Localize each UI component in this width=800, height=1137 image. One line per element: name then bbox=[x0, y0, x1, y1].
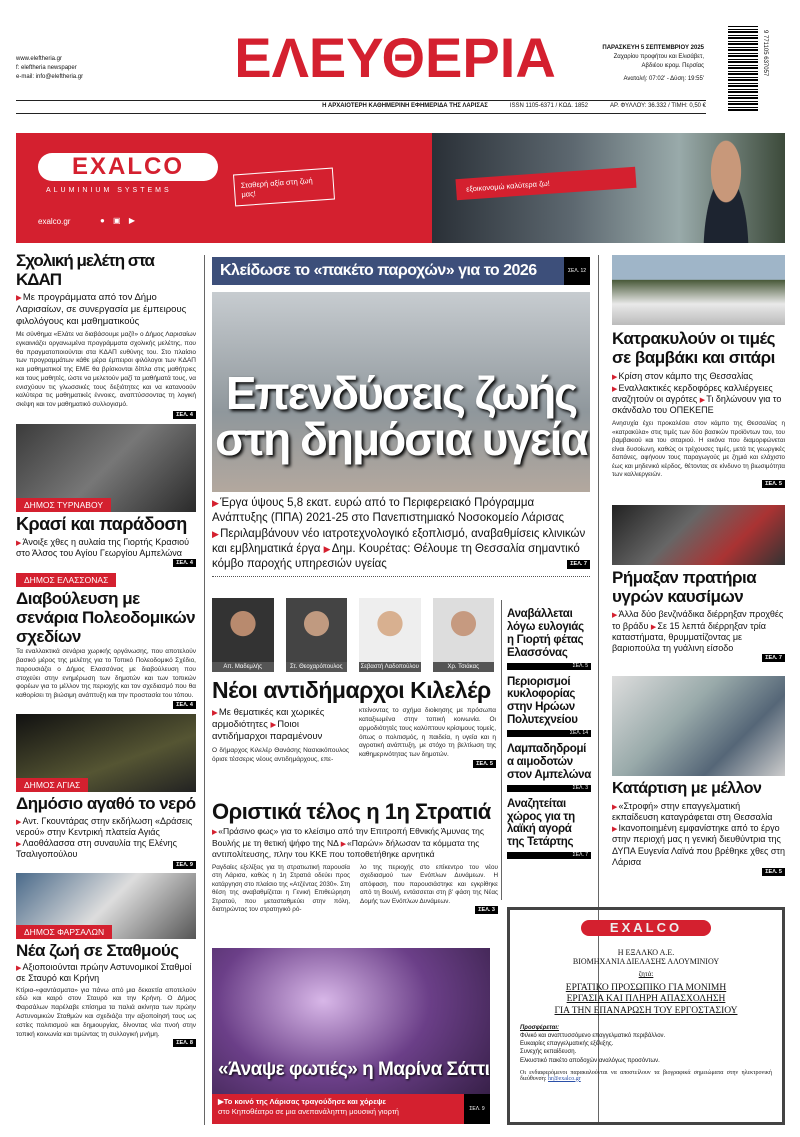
social-icons: ● ▣ ▶ bbox=[100, 216, 138, 225]
page-ref: ΣΕΛ. 5 bbox=[762, 868, 785, 876]
ad-tagline: ALUMINIUM SYSTEMS bbox=[46, 187, 172, 194]
article-prices[interactable] bbox=[612, 330, 785, 488]
portrait-caption: Απ. Μαδεμλής bbox=[212, 662, 274, 672]
article-kdap[interactable] bbox=[16, 252, 196, 419]
portrait bbox=[359, 598, 421, 662]
divider bbox=[16, 100, 706, 101]
article-fuel[interactable] bbox=[612, 569, 785, 662]
article-body: Με σύνθημα «Ελάτε να διαβάσουμε μαζί!» ο Δήμος Λαρισαίων εγκαινιάζει οργανωμένα προγράμματα σχολικής μελέτης, που θα πραγματοποιούνται στα ΚΔΑΠ ευθύνης του. Στο πλαίσιο των προγραμμάτων κάθε μέρα έμπειροι φιλόλογοι των ΚΔΑΠ και μαθηματικοί της ΕΜΕ θα βρίσκονται δίπλα στις μαθήτριες και τους μαθητές, ώστε να μελετούν μαζί τα μαθήματά τους, να ενισχύουν τις γλωσσικές τους δεξιότητες και να κατανοούν καλύτερα τις μαθηματικές έννοιες, αναπτύσσοντας τη λογική σκέψη και τον μαθηματικό συλλογισμό. bbox=[16, 331, 196, 409]
divider bbox=[16, 113, 706, 114]
headline[interactable]: Ρήμαξαν πρατήρια υγρών καυσίμων bbox=[612, 568, 757, 606]
page-ref: ΣΕΛ. 7 bbox=[507, 852, 591, 859]
exalco-job-ad[interactable] bbox=[507, 907, 785, 1125]
email-link[interactable]: hr@exalco.gr bbox=[548, 1075, 581, 1082]
subheadline: ▶ Σε 15 λεπτά διέρρηξαν τρία καταστήματα, θρυμματίζοντας με βαριοπούλα τη γυάλινη είσοδο bbox=[612, 621, 766, 654]
brief-headline[interactable]: Περιορισμοί κυκλοφορίας στην Ηρώων Πολυτεχνείου bbox=[507, 675, 578, 727]
page-ref: ΣΕΛ. 4 bbox=[173, 559, 196, 567]
article-stratia[interactable] bbox=[212, 800, 498, 915]
lead-photo[interactable] bbox=[212, 292, 590, 492]
lead-bullets bbox=[212, 496, 590, 577]
company-industry: ΒΙΟΜΗΧΑΝΙΑ ΔΙΕΛΑΣΗΣ ΑΛΟΥΜΙΝΙΟΥ bbox=[572, 957, 720, 966]
section-tag: ΔΗΜΟΣ ΑΓΙΑΣ bbox=[16, 778, 88, 792]
email-link[interactable]: e-mail: info@eleftheria.gr bbox=[16, 74, 84, 80]
lead-headline-line: Επενδύσεις ζωής bbox=[225, 367, 577, 419]
section-tag: ΔΗΜΟΣ ΤΥΡΝΑΒΟΥ bbox=[16, 498, 111, 512]
headline[interactable]: «Άναψε φωτιές» η Μαρίνα Σάττι bbox=[218, 1059, 490, 1080]
slogan-bar bbox=[16, 103, 706, 109]
lead-bullet: ▶ Έργα ύψους 5,8 εκατ. ευρώ από το Περιφερειακό Πρόγραμμα Ανάπτυξης (ΠΠΑ) 2021-25 στο Πανεπιστημιακό Νοσοκομείο Λάρισας bbox=[212, 497, 564, 524]
subheadline: ▶ Άνοιξε χθες η αυλαία της Γιορτής Κρασιού στο Άλσος του Αγίου Γεωργίου Αμπελώνα bbox=[16, 537, 196, 560]
portrait bbox=[212, 598, 274, 662]
article-elassona[interactable] bbox=[16, 570, 196, 709]
article-body: λο της περιοχής στο επίκεντρο του νέου σχεδιασμού των Ενόπλων Δυνάμεων. Η απόφαση, που παρουσιάστηκε και εγκρίθηκε από τη Βουλή, εντάσσεται στη β' φάση της Νέας Δομής των Ενόπλων Δυνάμεων. bbox=[360, 863, 498, 905]
benefits-banner[interactable] bbox=[212, 257, 590, 285]
page-ref: ΣΕΛ. 9 bbox=[173, 861, 196, 869]
brief-item[interactable] bbox=[507, 676, 591, 738]
lead-headline[interactable] bbox=[212, 367, 590, 465]
facebook-link[interactable]: f: eleftheria newspaper bbox=[16, 65, 77, 71]
ad-slogan: εξοικονομώ καλύτερα ζω! bbox=[455, 167, 636, 201]
headline[interactable]: Κρασί και παράδοση bbox=[16, 513, 187, 534]
subheadline: ▶ Αντ. Γκουντάρας στην εκδήλωση «Δράσεις νερού» στην Κεντρική πλατεία Αγιάς bbox=[16, 816, 192, 837]
article-body: Ο δήμαρχος Κιλελέρ Θανάσης Νασιακόπουλος όρισε τέσσερις νέους αντιδημάρχους, επε- bbox=[212, 746, 349, 763]
contact-text: Οι ενδιαφερόμενοι παρακαλούνται να αποστείλουν τα βιογραφικά σημειώματα στην ηλεκτρονική διεύθυνση: bbox=[520, 1069, 772, 1082]
article-body: Τα εναλλακτικά σενάρια χωρικής οργάνωσης, που αποτελούν βασικό μέρος της μελέτης για το Τοπικό Πολεοδομικό Σχέδιο, παρουσιάζει ο Δήμος Ελασσόνας με διαβούλευση που στοχεύει στην ενημέρωση των δημοτών και των τοπικών φορέων για το μέλλον της περιοχής και τον σχεδιασμό που θα καθορίσει τη βιώσιμη ανάπτυξη και την προστασία του τόπου. bbox=[16, 648, 196, 700]
wine-festival-photo bbox=[16, 424, 196, 512]
website-link[interactable]: www.eleftheria.gr bbox=[16, 56, 63, 62]
headline[interactable]: Νέοι αντιδήμαρχοι Κιλελέρ bbox=[212, 677, 491, 703]
headline[interactable]: Σχολική μελέτη στα ΚΔΑΠ bbox=[16, 251, 155, 289]
headline[interactable]: Διαβούλευση με σενάρια Πολεοδομικών σχεδίων bbox=[16, 589, 196, 646]
subheadline: ▶ Άλλα δύο βενζινάδικα διέρρηξαν προχθές το βράδυ bbox=[612, 609, 783, 630]
portrait-caption: Στ. Θεοχαρόπουλος bbox=[286, 662, 348, 672]
deputy-mayors-photos bbox=[212, 598, 494, 672]
concert-agia-photo bbox=[16, 714, 196, 792]
page-ref: ΣΕΛ. 3 bbox=[507, 785, 591, 792]
subheadline: ▶ «Στροφή» στην επαγγελματική εκπαίδευση καταγράφεται στη Θεσσαλία bbox=[612, 801, 772, 822]
offer-item: Ευκαιρίες επαγγελματικής εξέλιξης. bbox=[520, 1041, 614, 1048]
section-tag: ΔΗΜΟΣ ΕΛΑΣΣΟΝΑΣ bbox=[16, 573, 116, 587]
caption-line: στο Κηποθέατρο σε μια ανεπανάληπτη μουσική γιορτή bbox=[218, 1107, 399, 1117]
marina-satti-concert[interactable] bbox=[212, 948, 490, 1124]
brief-headline[interactable]: Λαμπαδηδρομία αιμοδοτών στον Αμπελώνα bbox=[507, 743, 592, 781]
offer-label: Προσφέρεται: bbox=[520, 1025, 560, 1032]
job-headline: ΕΡΓΑΣΙΑ ΚΑΙ ΠΛΗΡΗ ΑΠΑΣΧΟΛΗΣΗ bbox=[566, 994, 726, 1005]
subheadline: ▶ Αξιοποιούνται πρώην Αστυνομικοί Σταθμοί σε Σταυρό και Κρήνη bbox=[16, 962, 196, 985]
section-tag: ΔΗΜΟΣ ΦΑΡΣΑΛΩΝ bbox=[16, 925, 112, 939]
news-briefs bbox=[507, 605, 591, 865]
headline[interactable]: Κατρακυλούν οι τιμές σε βαμβάκι και σιτάρι bbox=[612, 329, 776, 367]
date-block bbox=[592, 44, 704, 84]
issue-date: ΠΑΡΑΣΚΕΥΗ 5 ΣΕΠΤΕΜΒΡΙΟΥ 2025 bbox=[602, 45, 704, 51]
page-ref: ΣΕΛ. 5 bbox=[507, 663, 591, 670]
page-ref: ΣΕΛ. 4 bbox=[173, 701, 196, 709]
brief-item[interactable] bbox=[507, 743, 591, 792]
sunrise-sunset: Ανατολή: 07:02' - Δύση: 19:55' bbox=[623, 76, 704, 82]
cotton-field-photo bbox=[612, 255, 785, 325]
headline[interactable]: Δημόσιο αγαθό το νερό bbox=[16, 793, 196, 813]
offer-item: Συνεχής εκπαίδευση. bbox=[520, 1049, 577, 1056]
portrait-caption: Χρ. Τσιάκας bbox=[433, 662, 495, 672]
page-ref: ΣΕΛ. 5 bbox=[762, 480, 785, 488]
name-day: Αβδιέου ιερομ. Περσίας bbox=[641, 63, 704, 69]
job-headline: ΕΡΓΑΤΙΚΟ ΠΡΟΣΩΠΙΚΟ ΓΙΑ ΜΟΝΙΜΗ bbox=[565, 983, 727, 993]
subheadline: ▶ Με θεματικές και χωρικές αρμοδιότητες bbox=[212, 707, 324, 730]
offer-item: Φιλικό και αναπτυσσόμενο επαγγελματικό περιβάλλον. bbox=[520, 1033, 666, 1040]
lead-headline-line: στη δημόσια υγεία bbox=[215, 413, 587, 465]
issn: ISSN 1105-6371 / ΚΩΔ. 1852 bbox=[509, 103, 588, 109]
barcode-number: 9 771105 637057 bbox=[762, 30, 768, 77]
seeks-label: ζητά: bbox=[638, 970, 654, 978]
portrait-caption: Σεβαστή Λαδοπούλου bbox=[360, 664, 419, 670]
brief-headline[interactable]: Αναβάλλεται λόγω ευλογιάς η Γιορτή φέτας Ελασσόνας bbox=[507, 608, 584, 659]
company-name: Η ΕΞΑΛΚΟ Α.Ε. bbox=[617, 948, 675, 957]
page-ref: ΣΕΛ. 4 bbox=[173, 411, 196, 419]
issue-price: ΑΡ. ΦΥΛΛΟΥ: 36.332 / ΤΙΜΗ: 0,50 € bbox=[609, 103, 706, 109]
portrait bbox=[286, 598, 348, 662]
page-ref: ΣΕΛ. 5 bbox=[473, 760, 496, 768]
page-ref: ΣΕΛ. 9 bbox=[464, 1094, 490, 1124]
brief-item[interactable] bbox=[507, 798, 591, 860]
gas-station-photo bbox=[612, 505, 785, 565]
left-column bbox=[16, 252, 196, 1047]
page-ref: ΣΕΛ. 7 bbox=[567, 560, 590, 569]
ad-person bbox=[691, 133, 761, 243]
page-ref: ΣΕΛ. 7 bbox=[762, 654, 785, 662]
article-water[interactable] bbox=[16, 795, 196, 869]
page-ref: ΣΕΛ. 12 bbox=[564, 257, 590, 285]
subheadline: ▶ Ποιοι αντιδήμαρχοι παραμένουν bbox=[212, 719, 322, 742]
banner-headline: Κλείδωσε το «πακέτο παροχών» για το 2026 bbox=[220, 262, 537, 280]
article-wine[interactable] bbox=[16, 515, 196, 567]
exalco-logo: EXALCO bbox=[38, 153, 218, 181]
subheadline: ▶ Κρίση στον κάμπο της Θεσσαλίας bbox=[612, 371, 753, 381]
exalco-logo: EXALCO bbox=[581, 920, 711, 936]
headline[interactable]: Οριστικά τέλος η 1η Στρατιά bbox=[212, 799, 491, 824]
brief-headline[interactable]: Αναζητείται χώρος για τη λαϊκή αγορά της Τετάρτης bbox=[507, 797, 575, 849]
subheadline: ▶ Εναλλακτικές κερδοφόρες καλλιέργειες αναζητούν οι αγρότες bbox=[612, 383, 773, 404]
subheadline: ▶ «Πράσινο φως» για το κλείσιμο από την Επιτροπή Εθνικής Άμυνας της Βουλής με τη θετική ψήφο της ΝΔ bbox=[212, 826, 484, 847]
article-body: Κτίρια-«φαντάσματα» για πάνω από μια δεκαετία αποτελούν εδώ και καιρό στον Σταυρό και την Κρήνη. Ο Δήμος Φαρσάλων παρέλαβε επίσημα τα παλιά ακίνητα των πρώην Αστυνομικών Σταθμών και σχεδιάζει την αξιοποίησή τους ως εστίες πολιτισμού και δημιουργίας, δίνοντας νέα πνοή στην τοπική κοινωνία και τιμώντας τη συλλογική μνήμη. bbox=[16, 986, 196, 1038]
article-body: Ανησυχία έχει προκαλέσει στον κάμπο της Θεσσαλίας η «κατρακύλα» στις τιμές των δύο βασικών προϊόντων του, του βαμβακιού και του σιταριού. Η εικόνα που διαμορφώνεται είναι δυσοίωνη, καθώς οι τρέχουσες τιμές, μετά τις γεωργικές δαπάνες, αφήνουν τους παραγωγούς με ζημιά και ελάχιστο έως και μηδενικό κέρδος, θέτοντας σε κίνδυνο τη βιωσιμότητα των καλλιεργειών. bbox=[612, 420, 785, 479]
newspaper-logo: ΕΛΕΥΘΕΡΙΑ bbox=[234, 26, 556, 89]
article-training[interactable] bbox=[612, 780, 785, 876]
exalco-banner-ad[interactable] bbox=[16, 133, 785, 243]
slogan: Η ΑΡΧΑΙΟΤΕΡΗ ΚΑΘΗΜΕΡΙΝΗ ΕΦΗΜΕΡΙΔΑ ΤΗΣ ΛΑΡΙΣΑΣ bbox=[322, 103, 488, 109]
caption-line: Το κοινό της Λάρισας τραγούδησε και χόρεψε bbox=[223, 1097, 386, 1106]
ad-website: exalco.gr bbox=[38, 217, 71, 226]
farsala-photo bbox=[16, 873, 196, 939]
brief-item[interactable] bbox=[507, 608, 591, 670]
page-ref: ΣΕΛ. 14 bbox=[507, 730, 591, 737]
job-headline: ΓΙΑ ΤΗΝ ΕΠΑΝΑΡΩΣΗ ΤΟΥ ΕΡΓΟΣΤΑΣΙΟΥ bbox=[554, 1005, 738, 1016]
subheadline: ▶ Τι δηλώνουν για το σκάνδαλο του ΟΠΕΚΕΠΕ bbox=[612, 394, 781, 415]
ad-slogan: Σταθερή αξία στη ζωή μας! bbox=[233, 168, 335, 207]
page-ref: ΣΕΛ. 8 bbox=[173, 1039, 196, 1047]
headline[interactable]: Κατάρτιση με μέλλον bbox=[612, 780, 762, 797]
contact-info bbox=[16, 55, 83, 82]
offer-item: Ελκυστικό πακέτο αποδοχών αναλόγως προσόντων. bbox=[520, 1057, 660, 1064]
headline[interactable]: Νέα ζωή σε Σταθμούς bbox=[16, 940, 179, 960]
name-day: Ζαχαρίου προφήτου και Ελισάβετ, bbox=[613, 54, 704, 60]
barcode bbox=[728, 26, 758, 111]
training-photo bbox=[612, 676, 785, 776]
lead-bullet: ▶ Δημ. Κουρέτας: Θέλουμε τη Θεσσαλία σημαντικό κόμβο παροχής υπηρεσιών υγείας bbox=[212, 543, 580, 570]
subheadline: ▶ Λαοθάλασσα στη συναυλία της Ελένης Τσαλιγοπούλου bbox=[16, 838, 177, 859]
article-stations[interactable] bbox=[16, 942, 196, 1048]
article-body: κτείνοντας το σχήμα διοίκησης με πρόσωπα καταξιωμένα στην τοπική κοινωνία. Οι αρμοδιότητές τους καλύπτουν κρίσιμους τομείς, όπως ο πολιτισμός, η παιδεία, η υγεία και η αγροτική ανάπτυξη, με στόχο τη βελτίωση της καθημερινότητας των δημοτών. bbox=[359, 707, 496, 759]
page-ref: ΣΕΛ. 3 bbox=[475, 906, 498, 914]
subheadline: ▶ «Παρών» δήλωσαν τα κόμματα της αντιπολίτευσης, πλην του ΚΚΕ που τοποθετήθηκε αρνητικά bbox=[212, 838, 479, 859]
article-body: Ραγδαίες εξελίξεις για τη στρατιωτική παρουσία στη Λάρισα, καθώς η 1η Στρατιά οδεύει προς κατάργηση στο πλαίσιο της «Ατζέντας 2030». Στη θέση της αναβαθμίζεται η Γενική Επιθεώρηση Στρατού, που μετασταθμεύει στην πόλη, διατηρώντας τον στρατηγικό ρό- bbox=[212, 863, 350, 914]
lead-bullet: ▶ Περιλαμβάνουν νέο ιατροτεχνολογικό εξοπλισμό, αναβαθμίσεις κλινικών και εμβληματικά έργα bbox=[212, 528, 585, 555]
subheadline: ▶ Με προγράμματα από τον Δήμο Λαρισαίων, σε συνεργασία με έμπειρους φιλολόγους και μαθηματικούς bbox=[16, 292, 196, 328]
concert-caption: ▶Το κοινό της Λάρισας τραγούδησε και χόρεψε στο Κηποθέατρο σε μια ανεπανάληπτη μουσική γιορτή bbox=[212, 1094, 464, 1124]
subheadline: ▶ Ικανοποιημένη εμφανίστηκε από το έργο στην περιοχή μας η γενική διευθύντρια της ΔΥΠΑ Ευγενία Λαϊνά που βρέθηκε χθες στη Λάρισα bbox=[612, 823, 785, 867]
portrait bbox=[433, 598, 495, 662]
article-kileler[interactable] bbox=[212, 678, 496, 768]
